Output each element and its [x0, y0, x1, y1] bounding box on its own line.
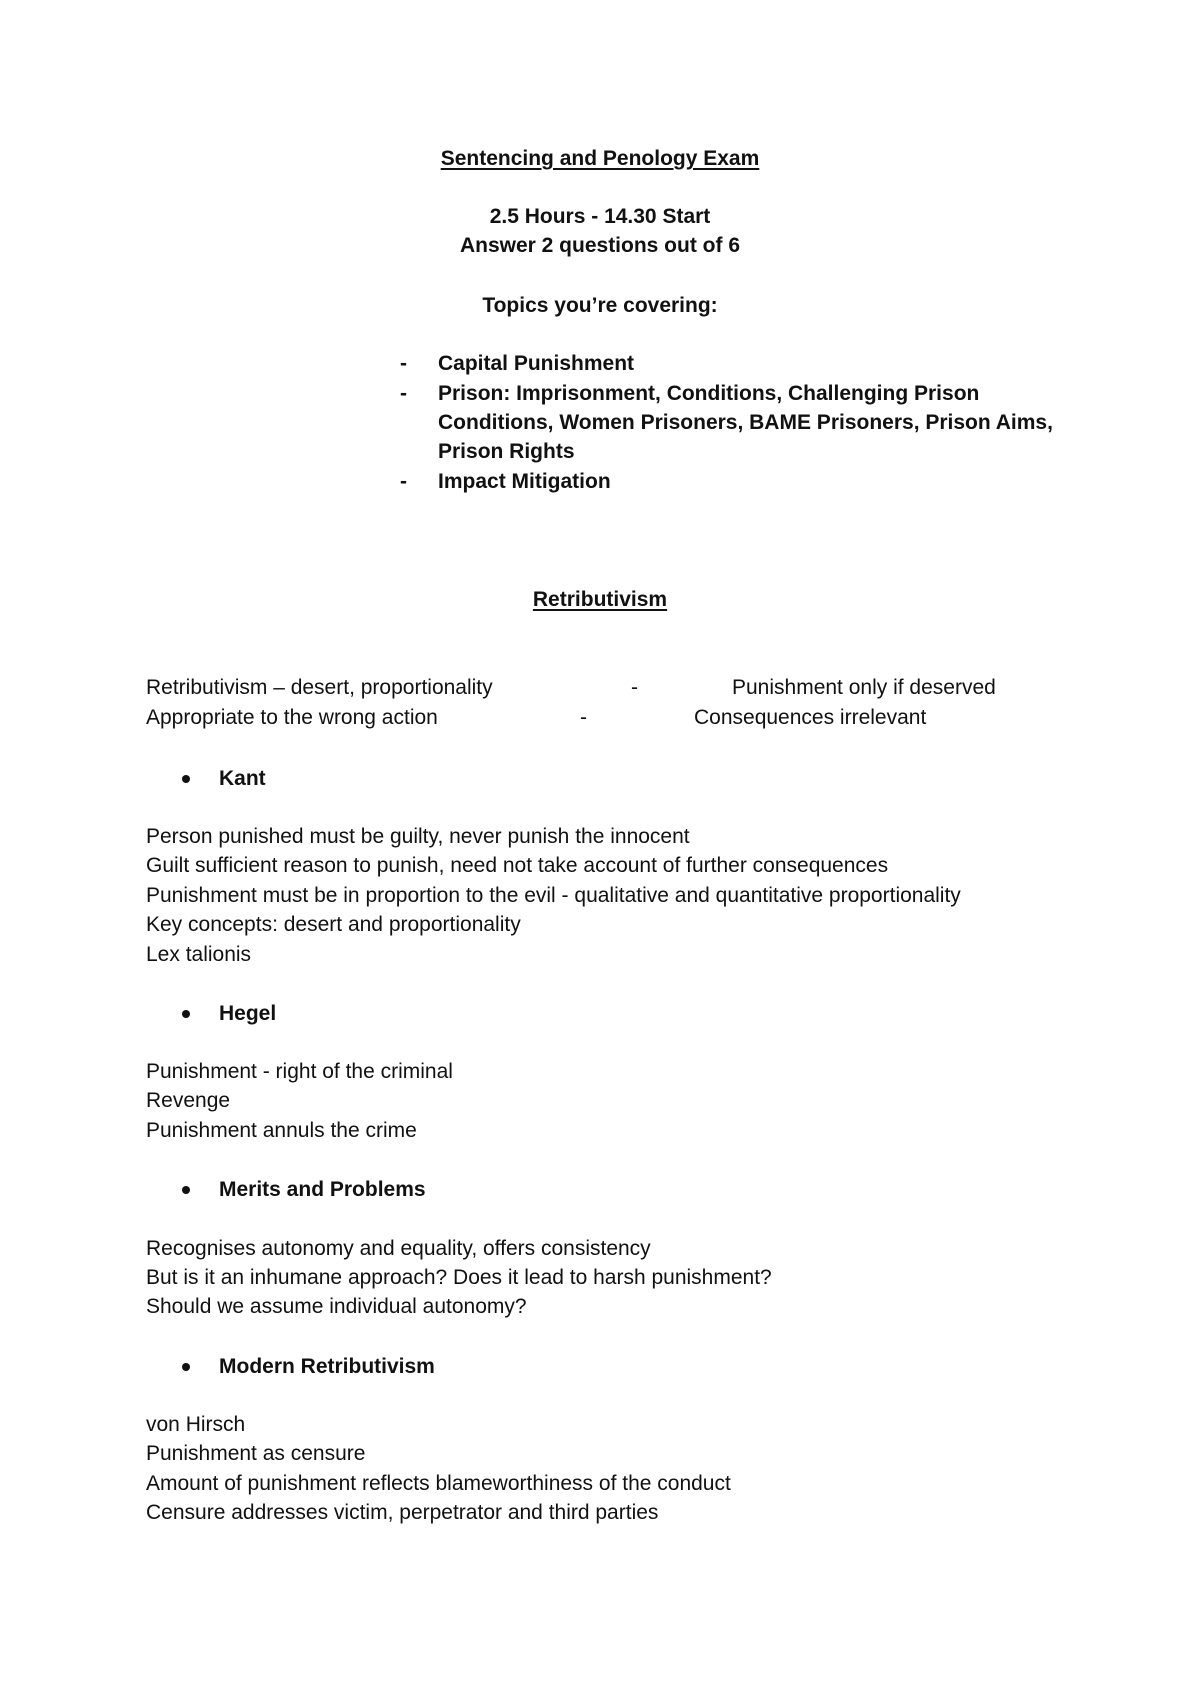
body-line: Person punished must be guilty, never punish the innocent: [146, 825, 690, 848]
body-line: Lex talionis: [146, 943, 252, 966]
subsection-heading: Hegel: [219, 1002, 277, 1025]
summary-right: Consequences irrelevant: [694, 706, 927, 729]
bullet-icon: [182, 1186, 190, 1194]
bullet-icon: [182, 1010, 190, 1018]
topic-item: Capital Punishment: [438, 352, 635, 375]
body-line: Should we assume individual autonomy?: [146, 1295, 527, 1318]
bullet-icon: [182, 1363, 190, 1371]
summary-left: Retributivism – desert, proportionality: [146, 676, 493, 699]
summary-left: Appropriate to the wrong action: [146, 706, 438, 729]
topic-item: Impact Mitigation: [438, 470, 611, 493]
body-line: Punishment - right of the criminal: [146, 1060, 453, 1083]
topics-heading: Topics you’re covering:: [482, 294, 718, 317]
body-line: Recognises autonomy and equality, offers consistency: [146, 1237, 651, 1260]
body-line: Guilt sufficient reason to punish, need not take account of further consequences: [146, 854, 889, 877]
exam-instruction: Answer 2 questions out of 6: [459, 234, 741, 257]
body-line: But is it an inhumane approach? Does it lead to harsh punishment?: [146, 1266, 772, 1289]
body-line: Punishment must be in proportion to the evil - qualitative and quantitative proportionality: [146, 884, 961, 907]
summary-dash: -: [631, 676, 638, 699]
subsection-heading: Kant: [219, 767, 266, 790]
exam-duration: 2.5 Hours - 14.30 Start: [489, 205, 711, 228]
summary-dash: -: [580, 706, 587, 729]
subsection-heading: Merits and Problems: [219, 1178, 426, 1201]
body-line: Punishment annuls the crime: [146, 1119, 417, 1142]
topic-dash: -: [400, 470, 407, 493]
body-line: von Hirsch: [146, 1413, 246, 1436]
body-line: Amount of punishment reflects blameworthiness of the conduct: [146, 1472, 731, 1495]
subsection-heading: Modern Retributivism: [219, 1355, 435, 1378]
body-line: Revenge: [146, 1089, 231, 1112]
body-line: Key concepts: desert and proportionality: [146, 913, 521, 936]
topic-dash: -: [400, 382, 407, 405]
summary-right: Punishment only if deserved: [732, 676, 996, 699]
topic-dash: -: [400, 352, 407, 375]
document-title: Sentencing and Penology Exam: [440, 147, 760, 170]
body-line: Punishment as censure: [146, 1442, 366, 1465]
body-line: Censure addresses victim, perpetrator and third parties: [146, 1501, 659, 1524]
topic-item: Prison: Imprisonment, Conditions, Challenging Prison Conditions, Women Prisoners, BAME Prisoners, Prison Aims, Prison Rights: [438, 382, 1053, 463]
section-heading: Retributivism: [532, 588, 668, 611]
bullet-icon: [182, 775, 190, 783]
